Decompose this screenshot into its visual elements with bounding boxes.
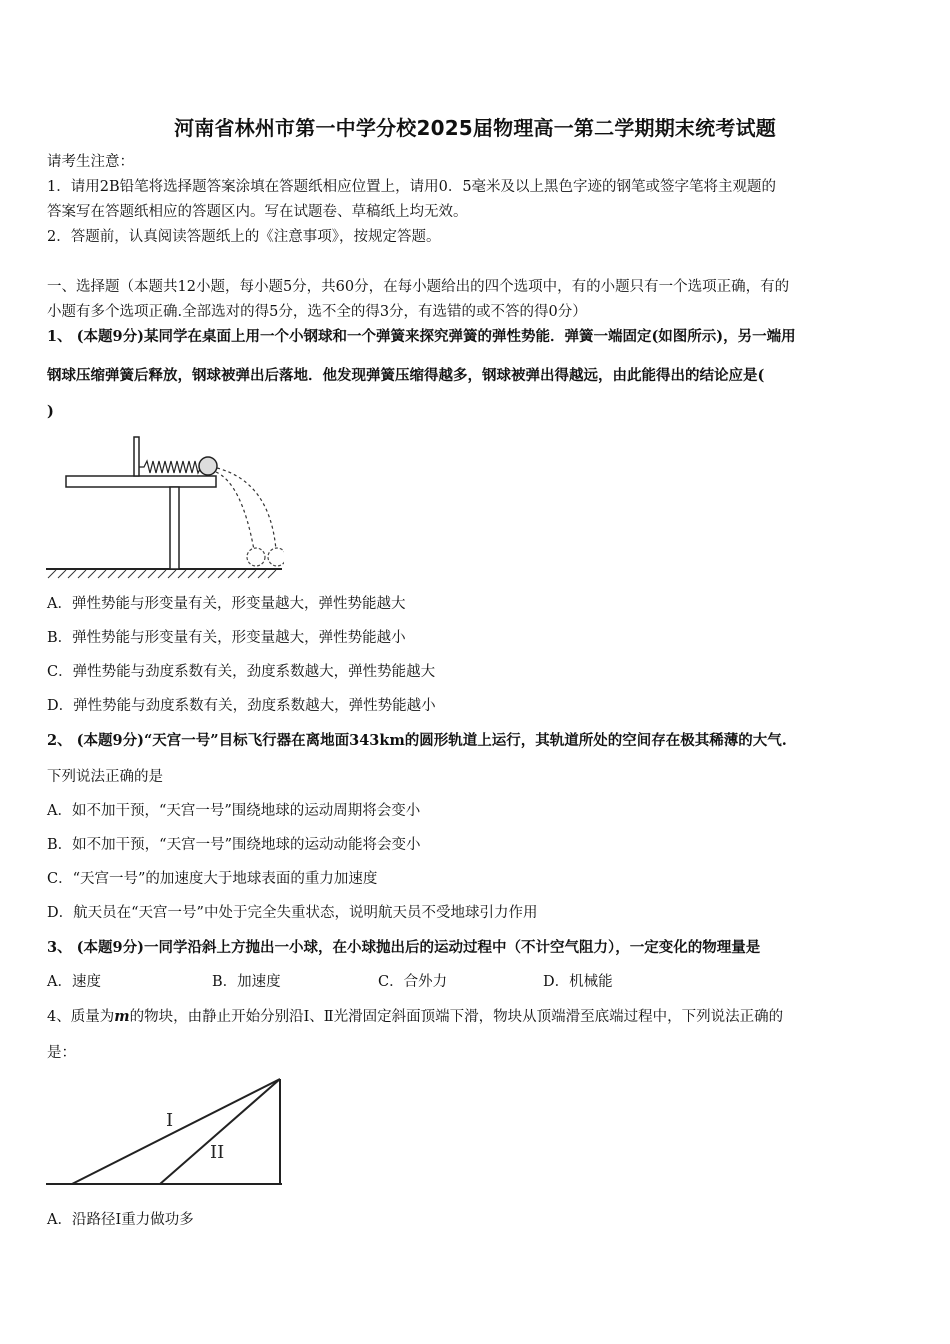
incline-label-i: I	[166, 1110, 174, 1131]
q3-option-b: B．加速度	[212, 974, 281, 990]
q4-variable-m: m	[114, 1008, 130, 1025]
q2-option-c: C．“天宫一号”的加速度大于地球表面的重力加速度	[47, 871, 378, 887]
q1-figure-spring-table	[44, 432, 284, 582]
q2-option-b: B．如不加干预，“天宫一号”围绕地球的运动动能将会变小	[47, 837, 421, 853]
q4-figure-inclines	[44, 1074, 284, 1188]
q1-stem: 钢球压缩弹簧后释放，钢球被弹出后落地．他发现弹簧压缩得越多，钢球被弹出得越远，由此能得出的结论应是(	[47, 367, 765, 384]
q3-option-a: A．速度	[47, 974, 101, 990]
q4-option-a: A．沿路径Ⅰ重力做功多	[47, 1212, 194, 1228]
q2-option-a: A．如不加干预，“天宫一号”围绕地球的运动周期将会变小	[47, 803, 421, 819]
q1-option-d: D．弹性势能与劲度系数有关，劲度系数越大，弹性势能越小	[47, 698, 436, 714]
incline-label-ii: II	[210, 1142, 225, 1163]
q4-stem-suffix: 的物块，由静止开始分别沿Ⅰ、Ⅱ光滑固定斜面顶端下滑，物块从顶端滑至底端过程中，下列说法正确的	[129, 1009, 784, 1025]
q3-option-c: C．合外力	[378, 974, 448, 990]
q4-stem-prefix: 4、质量为	[47, 1009, 115, 1025]
q1-option-c: C．弹性势能与劲度系数有关，劲度系数越大，弹性势能越大	[47, 664, 436, 680]
q1-stem: 1、 (本题9分)某同学在桌面上用一个小钢球和一个弹簧来探究弹簧的弹性势能．弹簧一端固定(如图所示)，另一端用	[47, 328, 796, 345]
section-heading-cont: 小题有多个选项正确.全部选对的得5分，选不全的得3分，有选错的或不答的得0分）	[47, 304, 587, 320]
q4-stem: 是：	[47, 1045, 76, 1061]
q2-option-d: D．航天员在“天宫一号”中处于完全失重状态，说明航天员不受地球引力作用	[47, 905, 538, 921]
section-heading: 一、选择题（本题共12小题，每小题5分，共60分，在每小题给出的四个选项中，有的小题只有一个选项正确，有的	[47, 279, 790, 295]
q2-stem: 下列说法正确的是	[47, 769, 163, 785]
q1-stem: )	[47, 403, 54, 420]
q3-option-d: D．机械能	[543, 974, 613, 990]
notice-heading: 请考生注意：	[47, 154, 134, 170]
q1-option-a: A．弹性势能与形变量有关，形变量越大，弹性势能越大	[47, 596, 406, 612]
q2-stem: 2、 (本题9分)“天宫一号”目标飞行器在离地面343km的圆形轨道上运行，其轨道所处的空间存在极其稀薄的大气.	[47, 732, 787, 749]
q3-stem: 3、 (本题9分)一同学沿斜上方抛出一小球，在小球抛出后的运动过程中（不计空气阻力），一定变化的物理量是	[47, 939, 761, 956]
notice-item: 1．请用2B铅笔将选择题答案涂填在答题纸相应位置上，请用0．5毫米及以上黑色字迹的钢笔或签字笔将主观题的	[47, 179, 777, 195]
q4-stem	[47, 1007, 783, 1027]
notice-item: 2．答题前，认真阅读答题纸上的《注意事项》，按规定答题。	[47, 229, 441, 245]
page-title: 河南省林州市第一中学分校2025届物理高一第二学期期末统考试题	[174, 116, 776, 140]
q1-option-b: B．弹性势能与形变量有关，形变量越大，弹性势能越小	[47, 630, 406, 646]
notice-item: 答案写在答题纸相应的答题区内。写在试题卷、草稿纸上均无效。	[47, 204, 468, 220]
